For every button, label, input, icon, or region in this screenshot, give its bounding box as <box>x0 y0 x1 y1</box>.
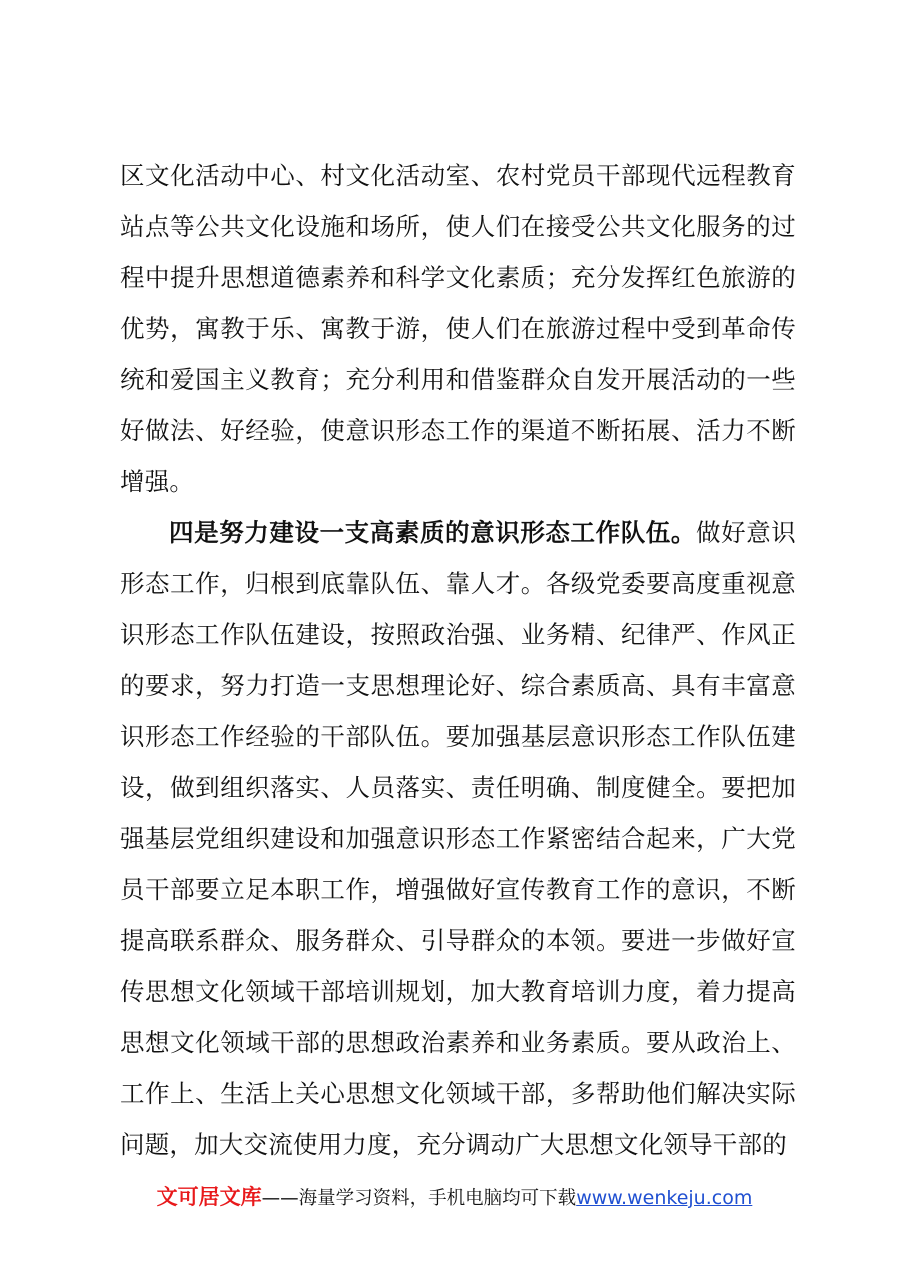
paragraph-continued: 区文化活动中心、村文化活动室、农村党员干部现代远程教育站点等公共文化设施和场所，使人们在接受公共文化服务的过程中提升思想道德素养和科学文化素质；充分发挥红色旅游的优势，寓教于乐、寓教于游，使人们在旅游过程中受到革命传统和爱国主义教育；充分利用和借鉴群众自发开展活动的一些好做法、好经验，使意识形态工作的渠道不断拓展、活力不断增强。 <box>120 161 796 496</box>
section-body-text: 做好意识形态工作，归根到底靠队伍、靠人才。各级党委要高度重视意识形态工作队伍建设，按照政治强、业务精、纪律严、作风正的要求，努力打造一支思想理论好、综合素质高、具有丰富意识形态工作经验的干部队伍。要加强基层意识形态工作队伍建设，做到组织落实、人员落实、责任明确、制度健全。要把加强基层党组织建设和加强意识形态工作紧密结合起来，广大党员干部要立足本职工作，增强做好宣传教育工作的意识，不断提高联系群众、服务群众、引导群众的本领。要进一步做好宣传思想文化领域干部培训规划，加大教育培训力度，着力提高思想文化领域干部的思想政治素养和业务素质。要从政治上、工作上、生活上关心思想文化领域干部，多帮助他们解决实际问题，加大交流使用力度，充分调动广大思想文化领导干部的 <box>120 518 796 1159</box>
page-footer <box>0 1181 909 1211</box>
document-body <box>120 150 796 1170</box>
paragraph-section-four <box>120 507 796 1170</box>
footer-brand: 文可居文库 <box>156 1185 262 1209</box>
footer-tagline: ——海量学习资料，手机电脑均可下载 <box>261 1188 577 1209</box>
section-heading: 四是努力建设一支高素质的意识形态工作队伍。 <box>169 518 696 547</box>
footer-site-link[interactable]: www.wenkeju.com <box>576 1187 753 1209</box>
